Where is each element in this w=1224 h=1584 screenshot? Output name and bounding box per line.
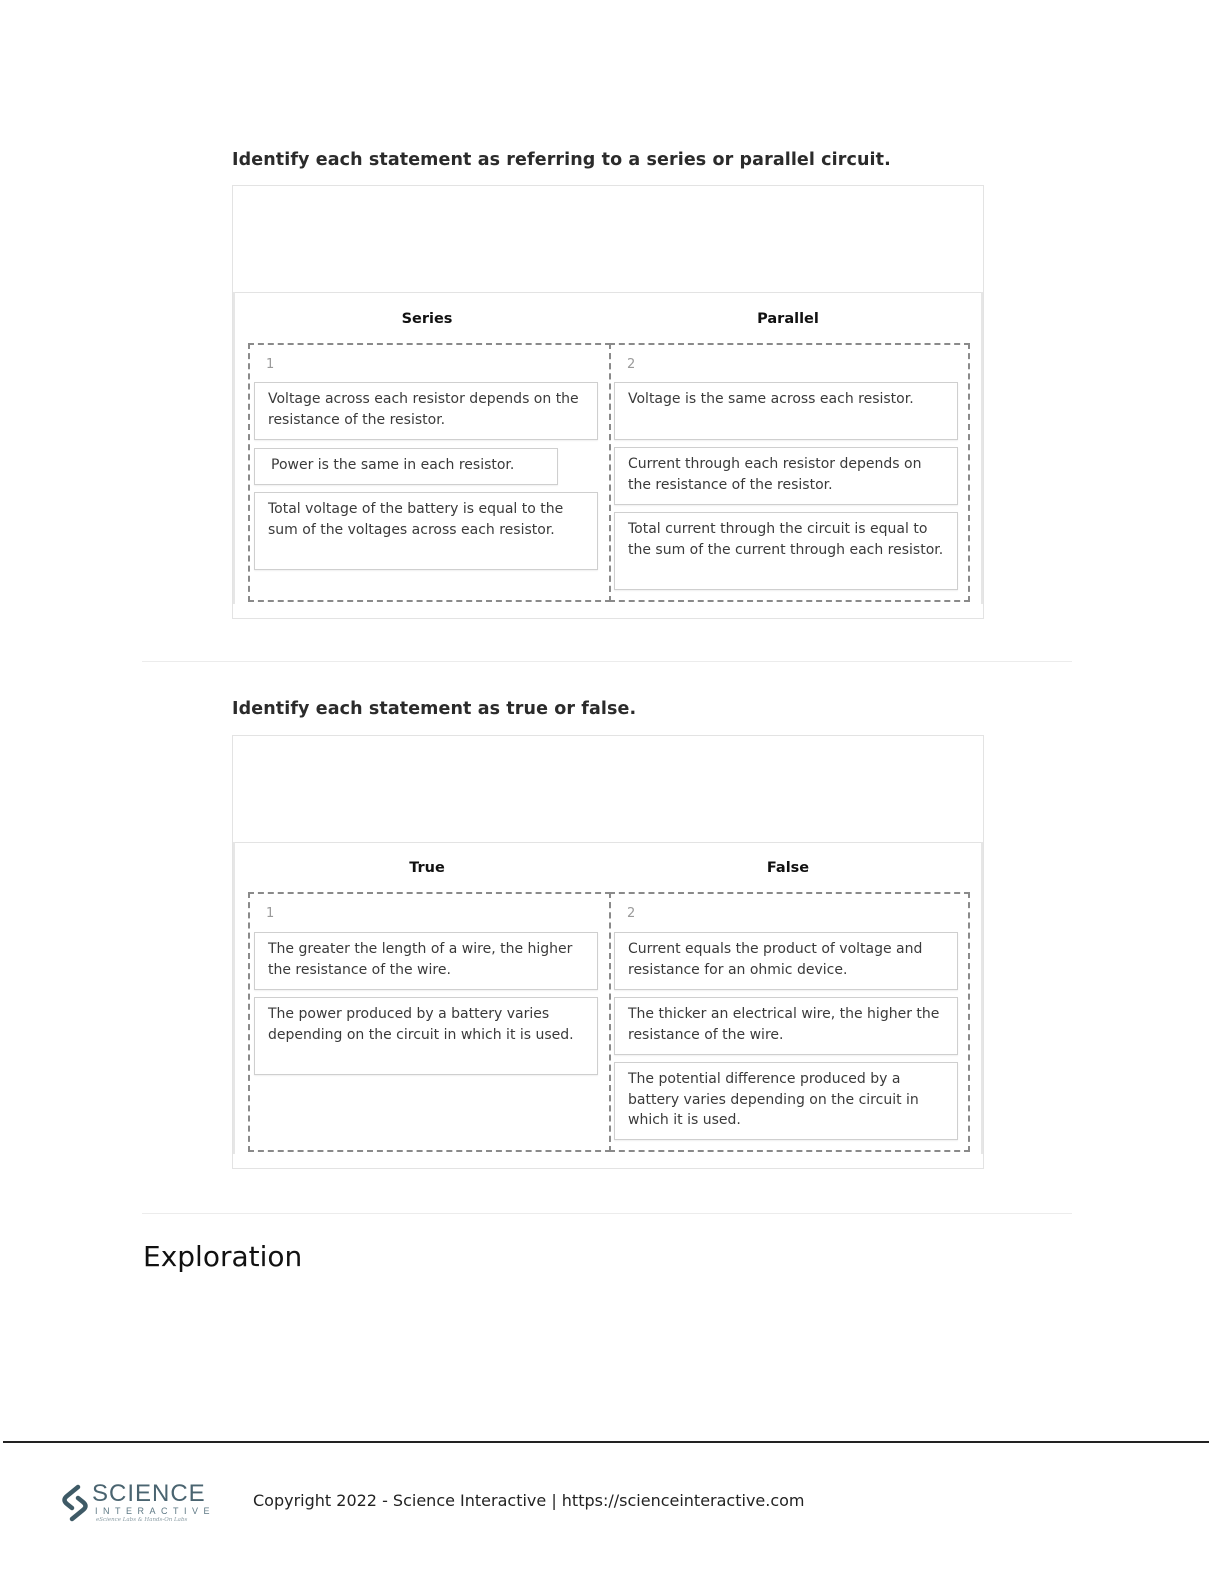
drop-zone-parallel[interactable] — [609, 343, 970, 602]
statement-card[interactable]: The greater the length of a wire, the higher the resistance of the wire. — [254, 932, 598, 990]
drop-area — [233, 842, 983, 1154]
drag-source-area — [233, 736, 983, 843]
drag-source-area — [233, 186, 983, 293]
statement-card[interactable]: The potential difference produced by a battery varies depending on the circuit in which it is used. — [614, 1062, 958, 1140]
logo-wordmark: SCIENCE — [92, 1480, 206, 1507]
statement-card[interactable]: Total current through the circuit is equal to the sum of the current through each resistor. — [614, 512, 958, 590]
zone-number: 2 — [627, 357, 636, 372]
logo-subtitle: INTERACTIVE — [95, 1506, 216, 1516]
statement-card[interactable]: Voltage is the same across each resistor. — [614, 382, 958, 440]
column-heading-series: Series — [401, 311, 453, 327]
section-divider — [142, 1213, 1072, 1214]
science-interactive-logo — [60, 1480, 216, 1526]
logo-tagline: eScience Labs & Hands-On Labs — [96, 1517, 188, 1523]
logo-mark-icon — [60, 1484, 90, 1522]
zone-number: 2 — [627, 906, 636, 921]
statement-card[interactable]: Current equals the product of voltage and resistance for an ohmic device. — [614, 932, 958, 990]
footer-rule — [3, 1441, 1209, 1443]
drop-zone-true[interactable] — [248, 892, 611, 1152]
column-heading-false: False — [766, 860, 810, 876]
question-prompt: Identify each statement as referring to a series or parallel circuit. — [232, 150, 891, 170]
statement-card[interactable]: Total voltage of the battery is equal to the sum of the voltages across each resistor. — [254, 492, 598, 570]
section-divider — [142, 661, 1072, 662]
statement-card[interactable]: Power is the same in each resistor. — [254, 448, 558, 485]
zone-number: 1 — [266, 357, 275, 372]
column-heading-true: True — [409, 860, 445, 876]
question-prompt: Identify each statement as true or false. — [232, 699, 637, 719]
copyright-text: Copyright 2022 - Science Interactive | https://scienceinteractive.com — [253, 1491, 805, 1510]
statement-card[interactable]: Current through each resistor depends on the resistance of the resistor. — [614, 447, 958, 505]
statement-card[interactable]: The power produced by a battery varies depending on the circuit in which it is used. — [254, 997, 598, 1075]
section-heading: Exploration — [143, 1240, 303, 1273]
drag-drop-panel — [232, 185, 984, 619]
zone-number: 1 — [266, 906, 275, 921]
column-heading-parallel: Parallel — [757, 311, 819, 327]
drag-drop-panel — [232, 735, 984, 1169]
drop-area — [233, 292, 983, 604]
statement-card[interactable]: Voltage across each resistor depends on the resistance of the resistor. — [254, 382, 598, 440]
statement-card[interactable]: The thicker an electrical wire, the higher the resistance of the wire. — [614, 997, 958, 1055]
drop-zone-series[interactable] — [248, 343, 611, 602]
drop-zone-false[interactable] — [609, 892, 970, 1152]
